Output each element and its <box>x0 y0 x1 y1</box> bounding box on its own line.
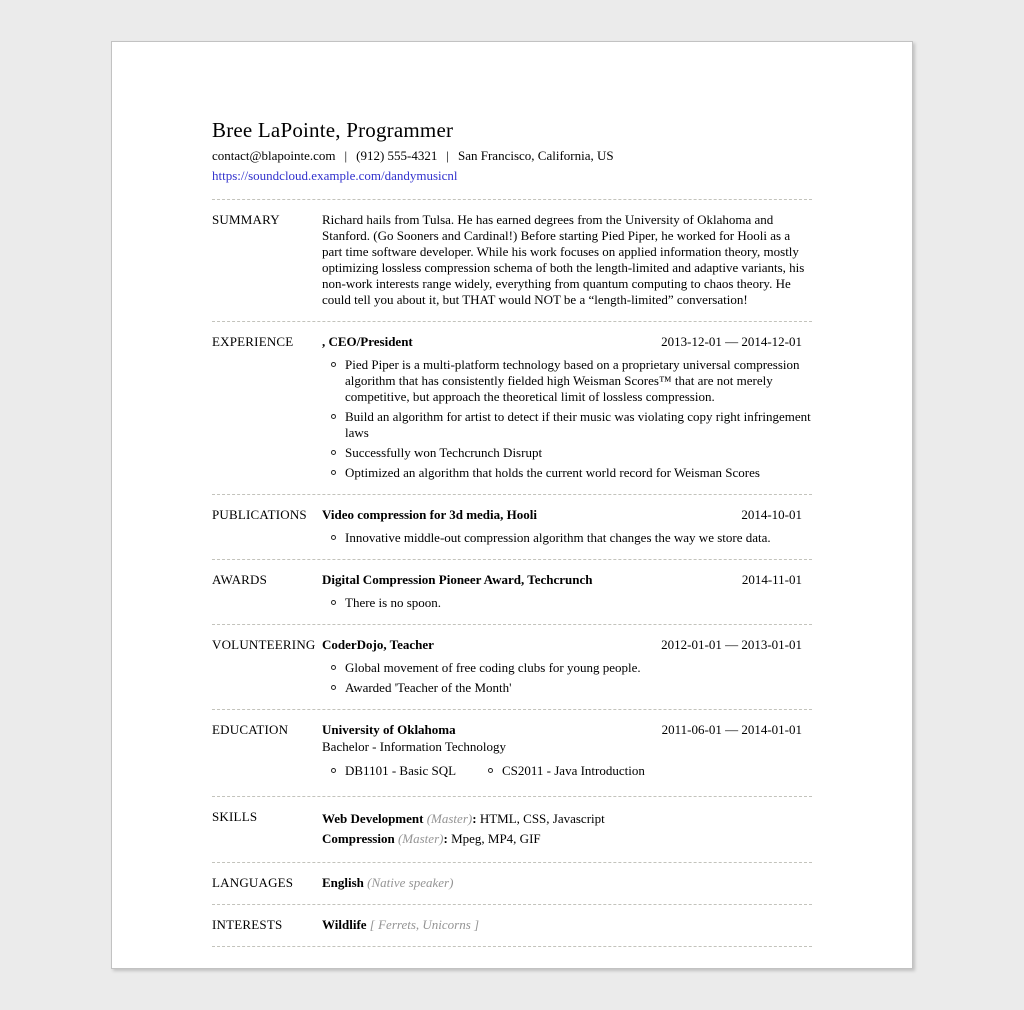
experience-title: , CEO/President <box>322 334 413 349</box>
resume-page <box>111 41 913 969</box>
section-label-summary: SUMMARY <box>212 212 280 227</box>
publications-bullet-list <box>322 530 812 546</box>
skill-list: Mpeg, MP4, GIF <box>451 831 541 846</box>
skill-list: HTML, CSS, Javascript <box>479 811 605 826</box>
section-summary <box>212 200 812 322</box>
course-item: CS2011 - Java Introduction <box>479 763 812 783</box>
award-date: 2014-11-01 <box>741 572 802 587</box>
skill-name: Compression <box>322 831 395 846</box>
experience-entry-head <box>322 334 812 350</box>
section-experience <box>212 322 812 495</box>
section-publications <box>212 495 812 560</box>
awards-entry-head <box>322 572 812 588</box>
awards-bullet-list <box>322 595 812 611</box>
interest-name: Wildlife <box>322 917 367 932</box>
section-label-awards: AWARDS <box>212 572 268 587</box>
resume-header <box>212 118 812 200</box>
section-languages <box>212 863 812 905</box>
skill-colon: : <box>443 831 448 846</box>
section-interests <box>212 905 812 947</box>
bullet-item: There is no spoon. <box>322 595 812 611</box>
volunteering-date: 2012-01-01 — 2013-01-01 <box>661 637 802 652</box>
interest-item <box>322 917 812 933</box>
skill-name: Web Development <box>322 811 424 826</box>
contact-email: contact@blapointe.com <box>212 148 336 163</box>
bullet-item: Global movement of free coding clubs for young people. <box>322 660 812 676</box>
language-fluency: (Native speaker) <box>367 875 454 890</box>
section-label-volunteering: VOLUNTEERING <box>212 637 316 652</box>
volunteering-title: CoderDojo, Teacher <box>322 637 434 652</box>
skill-item <box>322 809 812 829</box>
skill-level: (Master) <box>397 831 444 846</box>
section-education <box>212 710 812 797</box>
education-entry-head <box>322 722 812 738</box>
course-item: DB1101 - Basic SQL <box>322 763 479 779</box>
contact-line <box>212 147 812 164</box>
language-item <box>322 875 812 891</box>
publication-date: 2014-10-01 <box>741 507 802 522</box>
summary-text: Richard hails from Tulsa. He has earned degrees from the University of Oklahoma and Stanford. (Go Sooners and Cardinal!) Before starting Pied Piper, he worked for Hooli as a part time software developer. While his work focuses on applied information theory, mostly optimizing lossless compression schema of both the length-limited and adaptive variants, his non-work interests range widely, everything from quantum computing to chaos theory. He could tell you about it, but THAT would NOT be a “length-limited” conversation! <box>322 212 805 307</box>
section-label-publications: PUBLICATIONS <box>212 507 307 522</box>
separator-pipe: | <box>446 148 449 163</box>
bullet-item: Build an algorithm for artist to detect if their music was violating copy right infringement laws <box>322 409 812 441</box>
education-school: University of Oklahoma <box>322 722 456 737</box>
language-name: English <box>322 875 364 890</box>
bullet-item: Successfully won Techcrunch Disrupt <box>322 445 812 461</box>
volunteering-bullet-list <box>322 660 812 696</box>
soundcloud-link[interactable]: https://soundcloud.example.com/dandymusicnl <box>212 168 458 183</box>
contact-location: San Francisco, California, US <box>457 148 614 163</box>
experience-date: 2013-12-01 — 2014-12-01 <box>661 334 802 349</box>
volunteering-entry-head <box>322 637 812 653</box>
interest-keywords: [ Ferrets, Unicorns ] <box>369 917 480 932</box>
skill-level: (Master) <box>426 811 473 826</box>
education-course-list <box>322 763 812 783</box>
section-label-education: EDUCATION <box>212 722 289 737</box>
education-degree: Bachelor - Information Technology <box>322 739 507 754</box>
section-skills <box>212 797 812 863</box>
bullet-item: Pied Piper is a multi-platform technology based on a proprietary universal compression algorithm that has consistently fielded high Weisman Scores™ that are not merely competitive, but approach the theoretical limit of lossless compression. <box>322 357 812 405</box>
skill-colon: : <box>472 811 477 826</box>
bullet-item: Awarded 'Teacher of the Month' <box>322 680 812 696</box>
section-label-skills: SKILLS <box>212 809 258 824</box>
resume-name: Bree LaPointe, Programmer <box>212 118 454 142</box>
section-label-interests: INTERESTS <box>212 917 283 932</box>
section-awards <box>212 560 812 625</box>
publication-title: Video compression for 3d media, Hooli <box>322 507 537 522</box>
separator-pipe: | <box>344 148 348 163</box>
publications-entry-head <box>322 507 812 523</box>
award-title: Digital Compression Pioneer Award, Techcrunch <box>322 572 593 587</box>
section-volunteering <box>212 625 812 710</box>
skill-item <box>322 829 812 849</box>
section-label-experience: EXPERIENCE <box>212 334 294 349</box>
experience-bullet-list <box>322 357 812 481</box>
education-date: 2011-06-01 — 2014-01-01 <box>661 722 802 737</box>
bullet-item: Innovative middle-out compression algorithm that changes the way we store data. <box>322 530 812 546</box>
bullet-item: Optimized an algorithm that holds the current world record for Weisman Scores <box>322 465 812 481</box>
section-label-languages: LANGUAGES <box>212 875 294 890</box>
contact-phone: (912) 555-4321 <box>356 148 438 163</box>
